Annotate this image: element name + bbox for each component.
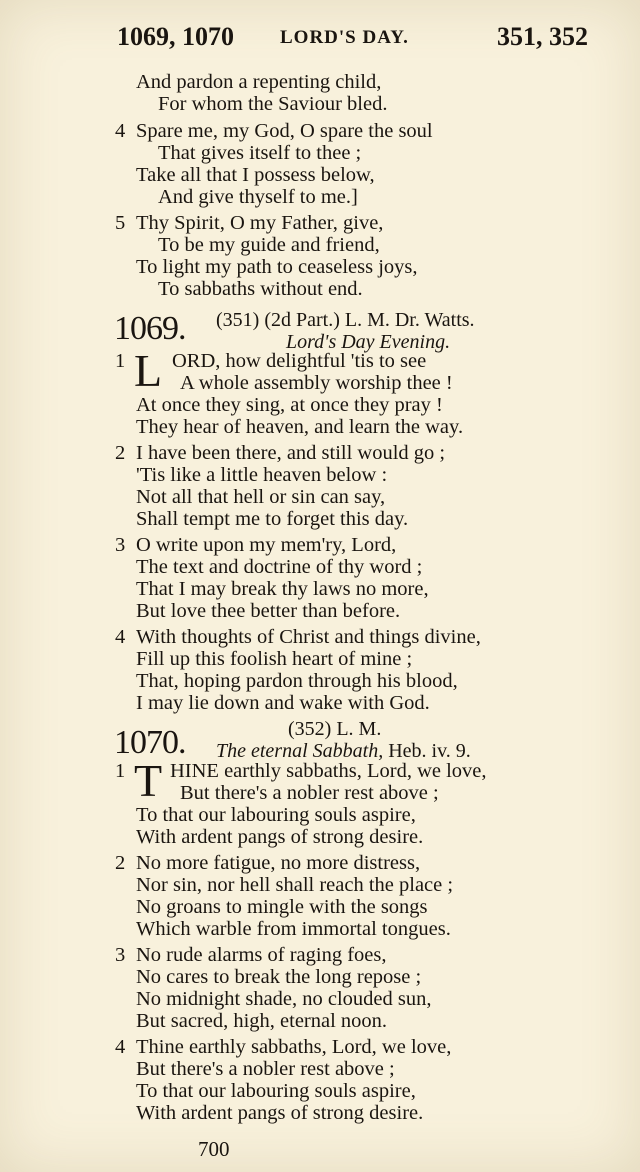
verse-line: No groans to mingle with the songs (136, 896, 428, 918)
hymn-meta: (351) (2d Part.) L. M. Dr. Watts. (216, 309, 475, 331)
hymn-subtitle: Lord's Day Evening. (286, 331, 451, 353)
hymn-subtitle-title: The eternal Sabbath, (216, 740, 384, 762)
verse-line: But there's a nobler rest above ; (136, 1058, 395, 1080)
verse-line: Spare me, my God, O spare the soul (136, 120, 433, 142)
verse-line: Not all that hell or sin can say, (136, 486, 386, 508)
verse-number: 1 (115, 350, 126, 372)
verse-line: They hear of heaven, and learn the way. (136, 416, 464, 438)
verse-line: Fill up this foolish heart of mine ; (136, 648, 413, 670)
hymn-meta: (352) L. M. (288, 718, 382, 740)
verse-line: Thine earthly sabbaths, Lord, we love, (136, 1036, 452, 1058)
verse-line: 'Tis like a little heaven below : (136, 464, 388, 486)
verse-line: No more fatigue, no more distress, (136, 852, 421, 874)
verse-line: That, hoping pardon through his blood, (136, 670, 458, 692)
page-number: 700 (198, 1137, 230, 1161)
verse-line: Take all that I possess below, (136, 164, 375, 186)
verse-line: With ardent pangs of strong desire. (136, 1102, 424, 1124)
header-hymn-range: 1069, 1070 (117, 22, 234, 51)
verse-line: Nor sin, nor hell shall reach the place ; (136, 874, 454, 896)
drop-cap: L (134, 345, 163, 396)
verse-number: 5 (115, 212, 126, 234)
verse-line: O write upon my mem'ry, Lord, (136, 534, 397, 556)
header-page-range: 351, 352 (497, 22, 588, 51)
verse-line: To that our labouring souls aspire, (136, 804, 416, 826)
hymn-number: 1069. (114, 310, 186, 347)
verse-line: To be my guide and friend, (158, 234, 380, 256)
verse-number: 2 (115, 442, 126, 464)
verse-line: To light my path to ceaseless joys, (136, 256, 418, 278)
verse-line: That gives itself to thee ; (158, 142, 362, 164)
verse-line: That I may break thy laws no more, (136, 578, 429, 600)
verse-line: The text and doctrine of thy word ; (136, 556, 423, 578)
verse-line: With thoughts of Christ and things divine, (136, 626, 481, 648)
verse-number: 3 (115, 944, 126, 966)
verse-number: 4 (115, 1036, 126, 1058)
verse-line: At once they sing, at once they pray ! (136, 394, 443, 416)
hymn-scripture-ref: Heb. iv. 9. (388, 740, 471, 762)
verse-line: No midnight shade, no clouded sun, (136, 988, 432, 1010)
verse-number: 1 (115, 760, 126, 782)
verse-line: Thy Spirit, O my Father, give, (136, 212, 384, 234)
verse-line: For whom the Saviour bled. (158, 93, 388, 115)
verse-line: And pardon a repenting child, (136, 71, 382, 93)
verse-line: No cares to break the long repose ; (136, 966, 422, 988)
verse-line: I may lie down and wake with God. (136, 692, 430, 714)
verse-line: Which warble from immortal tongues. (136, 918, 451, 940)
verse-line: And give thyself to me.] (158, 186, 358, 208)
verse-line: To that our labouring souls aspire, (136, 1080, 416, 1102)
hymn-number: 1070. (114, 724, 186, 761)
verse-line: But love thee better than before. (136, 600, 401, 622)
verse-number: 4 (115, 626, 126, 648)
verse-line: With ardent pangs of strong desire. (136, 826, 424, 848)
verse-line: But there's a nobler rest above ; (180, 782, 439, 804)
verse-line: But sacred, high, eternal noon. (136, 1010, 388, 1032)
verse-number: 3 (115, 534, 126, 556)
verse-line: Shall tempt me to forget this day. (136, 508, 409, 530)
verse-line: To sabbaths without end. (158, 278, 363, 300)
verse-line: ORD, how delightful 'tis to see (172, 350, 427, 372)
verse-number: 4 (115, 120, 126, 142)
verse-line: I have been there, and still would go ; (136, 442, 446, 464)
verse-number: 2 (115, 852, 126, 874)
verse-line: A whole assembly worship thee ! (180, 372, 453, 394)
header-section-title: LORD'S DAY. (280, 27, 409, 48)
drop-cap: T (134, 755, 163, 806)
verse-line: No rude alarms of raging foes, (136, 944, 387, 966)
verse-line: HINE earthly sabbaths, Lord, we love, (170, 760, 487, 782)
